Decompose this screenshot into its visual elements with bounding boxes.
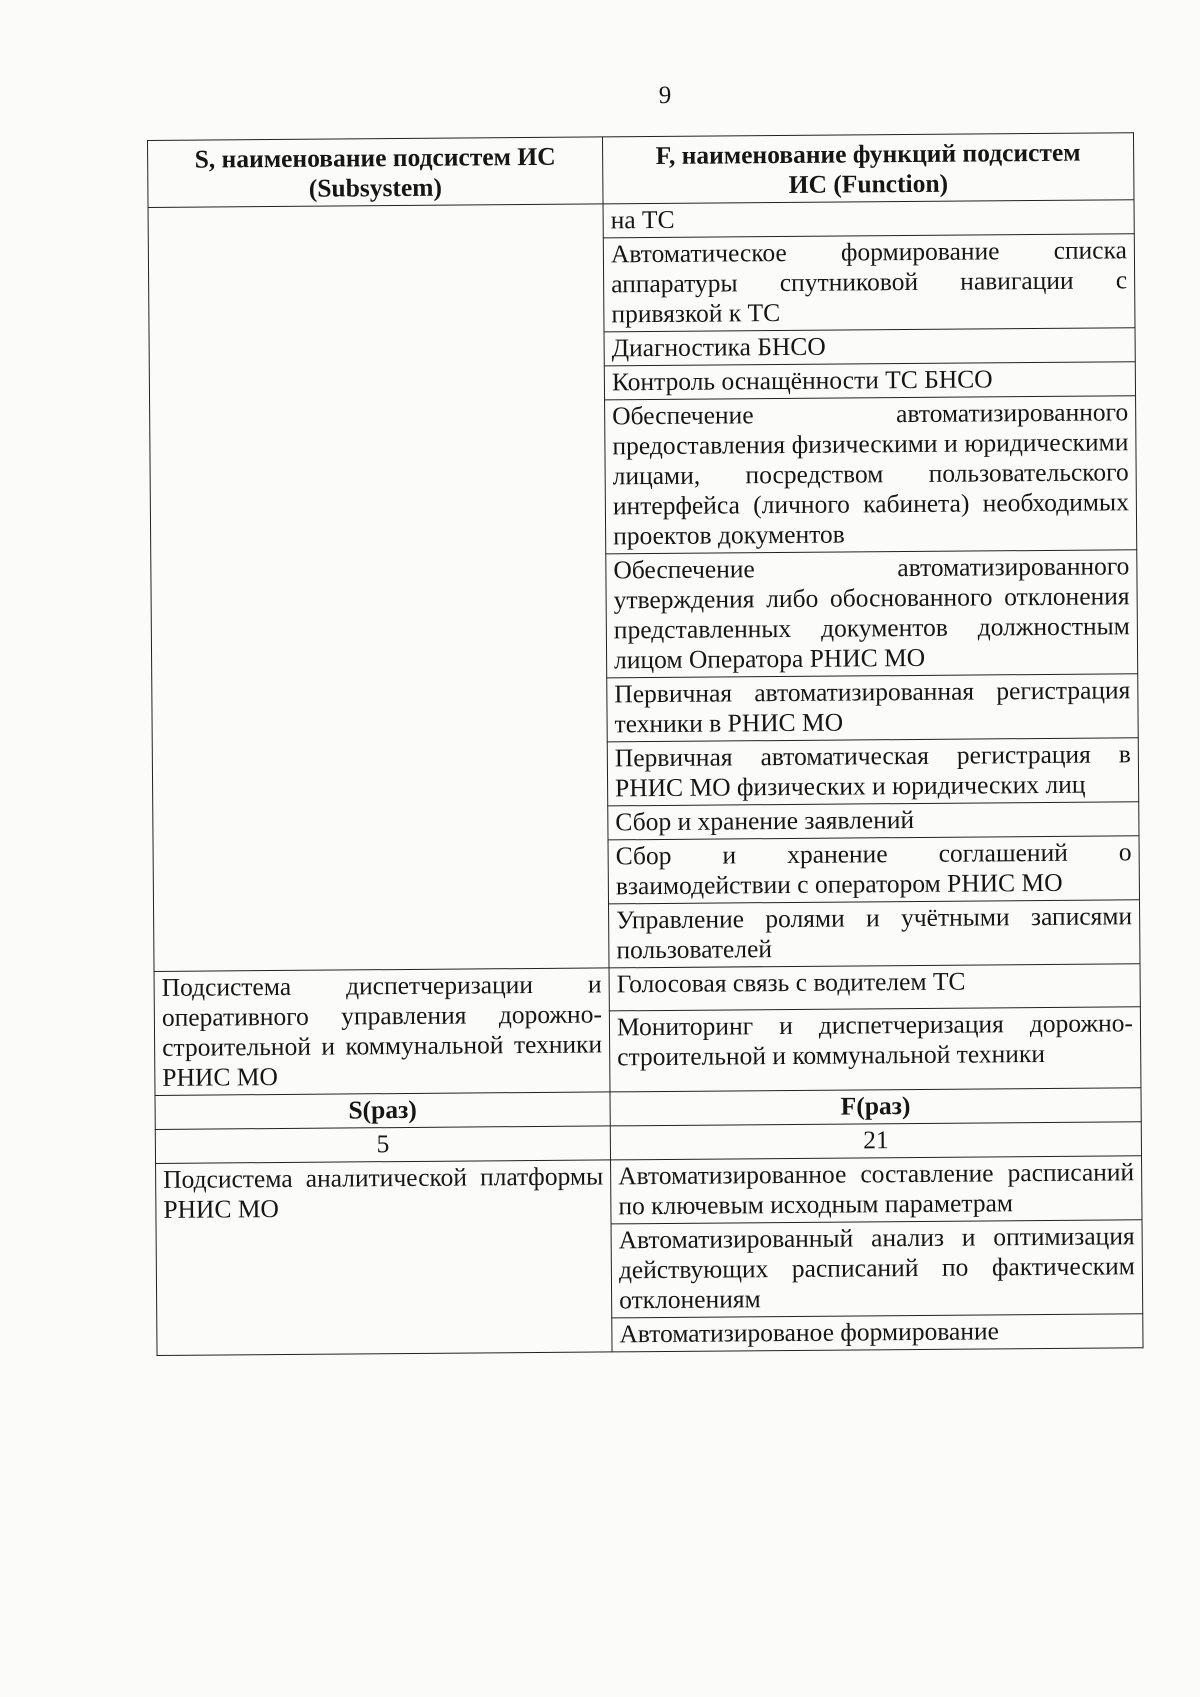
function-cell: Обеспечение автоматизированного утверждения либо обоснованного отклонения представленных документов должностным лицом Оператора РНИС МО	[606, 550, 1138, 678]
function-cell: Автоматизированное составление расписаний по ключевым исходным параметрам	[611, 1156, 1142, 1224]
subsystem-cell-analytics: Подсистема аналитической платформы РНИС МО	[156, 1160, 612, 1356]
function-cell: Обеспечение автоматизированного предоставления физическими и юридическими лицами, посредством пользовательского интерфейса (личного кабинета) необходимых проектов документов	[605, 396, 1137, 554]
table-row	[156, 1156, 1142, 1228]
table-row	[154, 964, 1140, 1015]
function-cell: Сбор и хранение заявлений	[608, 802, 1139, 840]
function-cell: Автоматизированое формирование	[612, 1314, 1143, 1352]
header-function	[602, 133, 1134, 204]
f-count-label: F(раз)	[610, 1088, 1141, 1126]
subsystem-cell-dispatch: Подсистема диспетчеризации и оперативного управления дорожно-строительной и коммунальной техники РНИС МО	[154, 968, 610, 1096]
subsystem-function-table	[147, 132, 1144, 1356]
function-cell: Управление ролями и учётными записями пользователей	[609, 900, 1140, 968]
function-cell: Мониторинг и диспетчеризация дорожно-строительной и коммунальной техники	[609, 1007, 1141, 1092]
function-cell: Контроль оснащённости ТС БНСО	[604, 362, 1135, 400]
function-cell: Диагностика БНСО	[604, 328, 1135, 366]
function-cell: Голосовая связь с водителем ТС	[609, 964, 1140, 1011]
table-header-row	[148, 133, 1134, 208]
function-cell: на ТС	[603, 200, 1134, 238]
header-function-line-2: ИС (Function)	[788, 168, 949, 199]
header-subsystem-line-2: (Subsystem)	[308, 172, 443, 203]
subsystem-cell-continued	[148, 204, 609, 972]
function-cell: Автоматизированный анализ и оптимизация действующих расписаний по фактическим отклонениям	[611, 1220, 1143, 1318]
function-cell: Сбор и хранение соглашений о взаимодействии с оператором РНИС МО	[608, 836, 1139, 904]
s-count-value: 5	[155, 1126, 610, 1164]
page-number: 9	[658, 82, 672, 109]
f-count-value: 21	[610, 1122, 1141, 1160]
header-function-line-1: F, наименование функций подсистем	[655, 137, 1081, 171]
function-cell: Первичная автоматическая регистрация в РНИС МО физических и юридических лиц	[607, 738, 1138, 806]
s-count-label: S(раз)	[155, 1092, 610, 1130]
header-subsystem-line-1: S, наименование подсистем ИС	[194, 141, 556, 174]
header-subsystem	[148, 137, 604, 208]
function-cell: Автоматическое формирование списка аппаратуры спутниковой навигации с привязкой к ТС	[603, 234, 1135, 332]
function-cell: Первичная автоматизированная регистрация техники в РНИС МО	[607, 674, 1138, 742]
